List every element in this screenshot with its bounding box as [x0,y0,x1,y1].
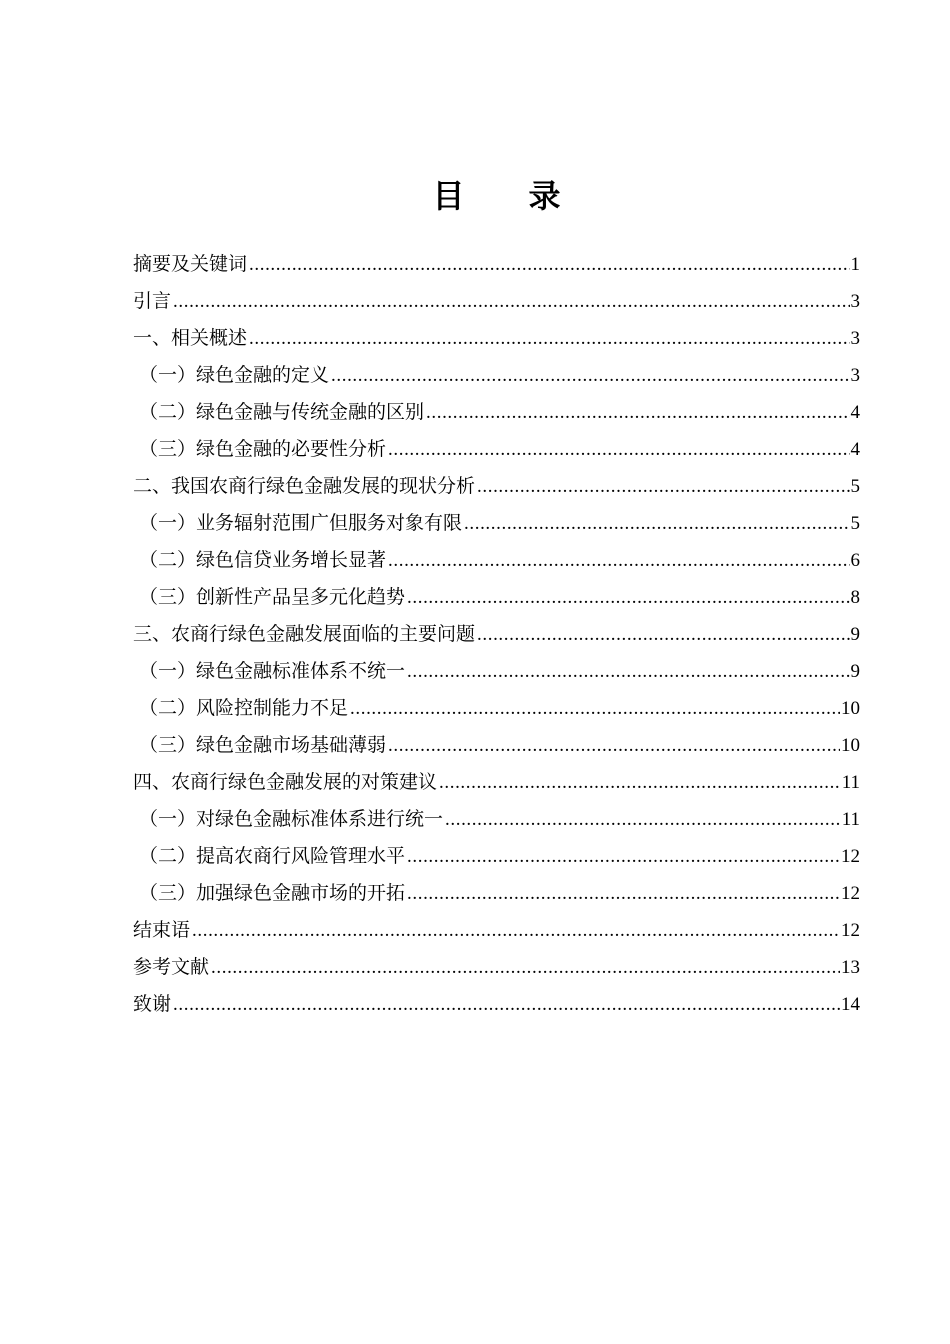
toc-entry-label: 摘要及关键词 [133,254,248,275]
toc-leader-dots [388,727,840,764]
toc-entry-8[interactable] [133,542,860,579]
toc-entry-0[interactable] [133,246,860,283]
toc-entry-label: 结束语 [133,920,191,941]
toc-entry-20[interactable] [133,986,860,1023]
toc-leader-dots [173,986,840,1023]
toc-entry-label: （一）对绿色金融标准体系进行统一 [139,809,444,830]
toc-entry-page: 4 [850,402,860,423]
toc-leader-dots [426,394,849,431]
toc-leader-dots [407,579,849,616]
toc-leader-dots [464,505,849,542]
toc-entry-2[interactable] [133,320,860,357]
toc-entry-label: （一）业务辐射范围广但服务对象有限 [139,513,463,534]
toc-entry-page: 5 [850,476,860,497]
toc-entry-label: （三）创新性产品呈多元化趋势 [139,587,406,608]
toc-entry-page: 12 [841,920,860,941]
toc-leader-dots [249,320,849,357]
toc-entry-17[interactable] [133,875,860,912]
toc-entry-7[interactable] [133,505,860,542]
toc-leader-dots [388,542,849,579]
toc-entry-page: 10 [841,698,860,719]
toc-leader-dots [211,949,840,986]
toc-entry-page: 9 [850,624,860,645]
toc-entry-4[interactable] [133,394,860,431]
toc-leader-dots [407,653,849,690]
toc-list [133,246,860,1023]
toc-entry-label: 四、农商行绿色金融发展的对策建议 [133,772,438,793]
toc-leader-dots [477,468,849,505]
toc-entry-3[interactable] [133,357,860,394]
toc-entry-label: 一、相关概述 [133,328,248,349]
toc-entry-page: 3 [850,291,860,312]
toc-entry-page: 3 [850,328,860,349]
toc-entry-14[interactable] [133,764,860,801]
toc-leader-dots [407,875,840,912]
toc-entry-13[interactable] [133,727,860,764]
toc-entry-label: （三）加强绿色金融市场的开拓 [139,883,406,904]
toc-entry-page: 8 [850,587,860,608]
toc-title: 目 录 [432,178,561,214]
toc-leader-dots [439,764,841,801]
toc-entry-page: 10 [841,735,860,756]
toc-entry-label: （一）绿色金融标准体系不统一 [139,661,406,682]
toc-entry-page: 3 [850,365,860,386]
document-page [133,0,860,1344]
toc-leader-dots [192,912,840,949]
toc-entry-12[interactable] [133,690,860,727]
toc-entry-label: （一）绿色金融的定义 [139,365,330,386]
toc-entry-label: 参考文献 [133,957,210,978]
toc-entry-page: 11 [841,772,860,793]
toc-leader-dots [173,283,849,320]
toc-entry-label: （二）绿色金融与传统金融的区别 [139,402,425,423]
toc-entry-label: 致谢 [133,994,172,1015]
toc-entry-label: （三）绿色金融的必要性分析 [139,439,387,460]
toc-entry-page: 14 [841,994,860,1015]
toc-leader-dots [350,690,840,727]
toc-entry-16[interactable] [133,838,860,875]
toc-entry-page: 12 [841,846,860,867]
toc-entry-18[interactable] [133,912,860,949]
toc-entry-page: 11 [841,809,860,830]
toc-entry-6[interactable] [133,468,860,505]
toc-entry-1[interactable] [133,283,860,320]
toc-entry-label: 二、我国农商行绿色金融发展的现状分析 [133,476,476,497]
toc-entry-label: 三、农商行绿色金融发展面临的主要问题 [133,624,476,645]
toc-leader-dots [331,357,849,394]
toc-entry-10[interactable] [133,616,860,653]
toc-leader-dots [407,838,840,875]
toc-entry-11[interactable] [133,653,860,690]
toc-entry-15[interactable] [133,801,860,838]
toc-entry-page: 1 [850,254,860,275]
toc-entry-page: 5 [850,513,860,534]
toc-leader-dots [249,246,849,283]
toc-entry-label: （三）绿色金融市场基础薄弱 [139,735,387,756]
toc-entry-page: 6 [850,550,860,571]
toc-entry-label: （二）绿色信贷业务增长显著 [139,550,387,571]
toc-entry-19[interactable] [133,949,860,986]
toc-entry-label: （二）风险控制能力不足 [139,698,349,719]
toc-leader-dots [477,616,849,653]
toc-entry-9[interactable] [133,579,860,616]
toc-entry-page: 13 [841,957,860,978]
toc-entry-5[interactable] [133,431,860,468]
toc-entry-page: 4 [850,439,860,460]
toc-entry-label: 引言 [133,291,172,312]
toc-entry-page: 9 [850,661,860,682]
toc-entry-page: 12 [841,883,860,904]
toc-leader-dots [388,431,849,468]
toc-entry-label: （二）提高农商行风险管理水平 [139,846,406,867]
toc-leader-dots [445,801,841,838]
